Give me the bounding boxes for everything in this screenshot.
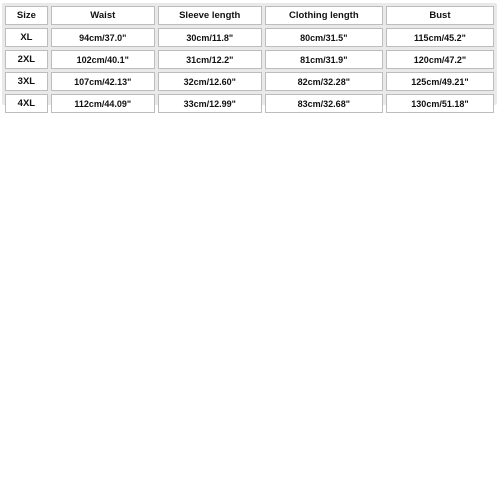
clothing-length-cell: 83cm/32.68" bbox=[265, 94, 383, 113]
size-cell: 2XL bbox=[5, 50, 48, 69]
sleeve-length-cell: 30cm/11.8" bbox=[158, 28, 262, 47]
bust-cell: 130cm/51.18" bbox=[386, 94, 494, 113]
waist-cell: 102cm/40.1" bbox=[51, 50, 155, 69]
header-waist: Waist bbox=[51, 6, 155, 25]
clothing-length-cell: 81cm/31.9" bbox=[265, 50, 383, 69]
size-cell: 4XL bbox=[5, 94, 48, 113]
size-chart-table-container bbox=[2, 3, 497, 109]
table-row bbox=[5, 72, 494, 91]
sleeve-length-cell: 33cm/12.99" bbox=[158, 94, 262, 113]
header-size: Size bbox=[5, 6, 48, 25]
bust-cell: 120cm/47.2" bbox=[386, 50, 494, 69]
table-row bbox=[5, 28, 494, 47]
bust-cell: 125cm/49.21" bbox=[386, 72, 494, 91]
sleeve-length-cell: 31cm/12.2" bbox=[158, 50, 262, 69]
bust-cell: 115cm/45.2" bbox=[386, 28, 494, 47]
clothing-length-cell: 82cm/32.28" bbox=[265, 72, 383, 91]
header-bust: Bust bbox=[386, 6, 494, 25]
size-cell: XL bbox=[5, 28, 48, 47]
waist-cell: 94cm/37.0" bbox=[51, 28, 155, 47]
header-sleeve-length: Sleeve length bbox=[158, 6, 262, 25]
waist-cell: 112cm/44.09" bbox=[51, 94, 155, 113]
size-cell: 3XL bbox=[5, 72, 48, 91]
size-chart-table bbox=[2, 3, 497, 116]
header-clothing-length: Clothing length bbox=[265, 6, 383, 25]
header-row bbox=[5, 6, 494, 25]
waist-cell: 107cm/42.13" bbox=[51, 72, 155, 91]
table-row bbox=[5, 50, 494, 69]
clothing-length-cell: 80cm/31.5" bbox=[265, 28, 383, 47]
sleeve-length-cell: 32cm/12.60" bbox=[158, 72, 262, 91]
table-row bbox=[5, 94, 494, 113]
